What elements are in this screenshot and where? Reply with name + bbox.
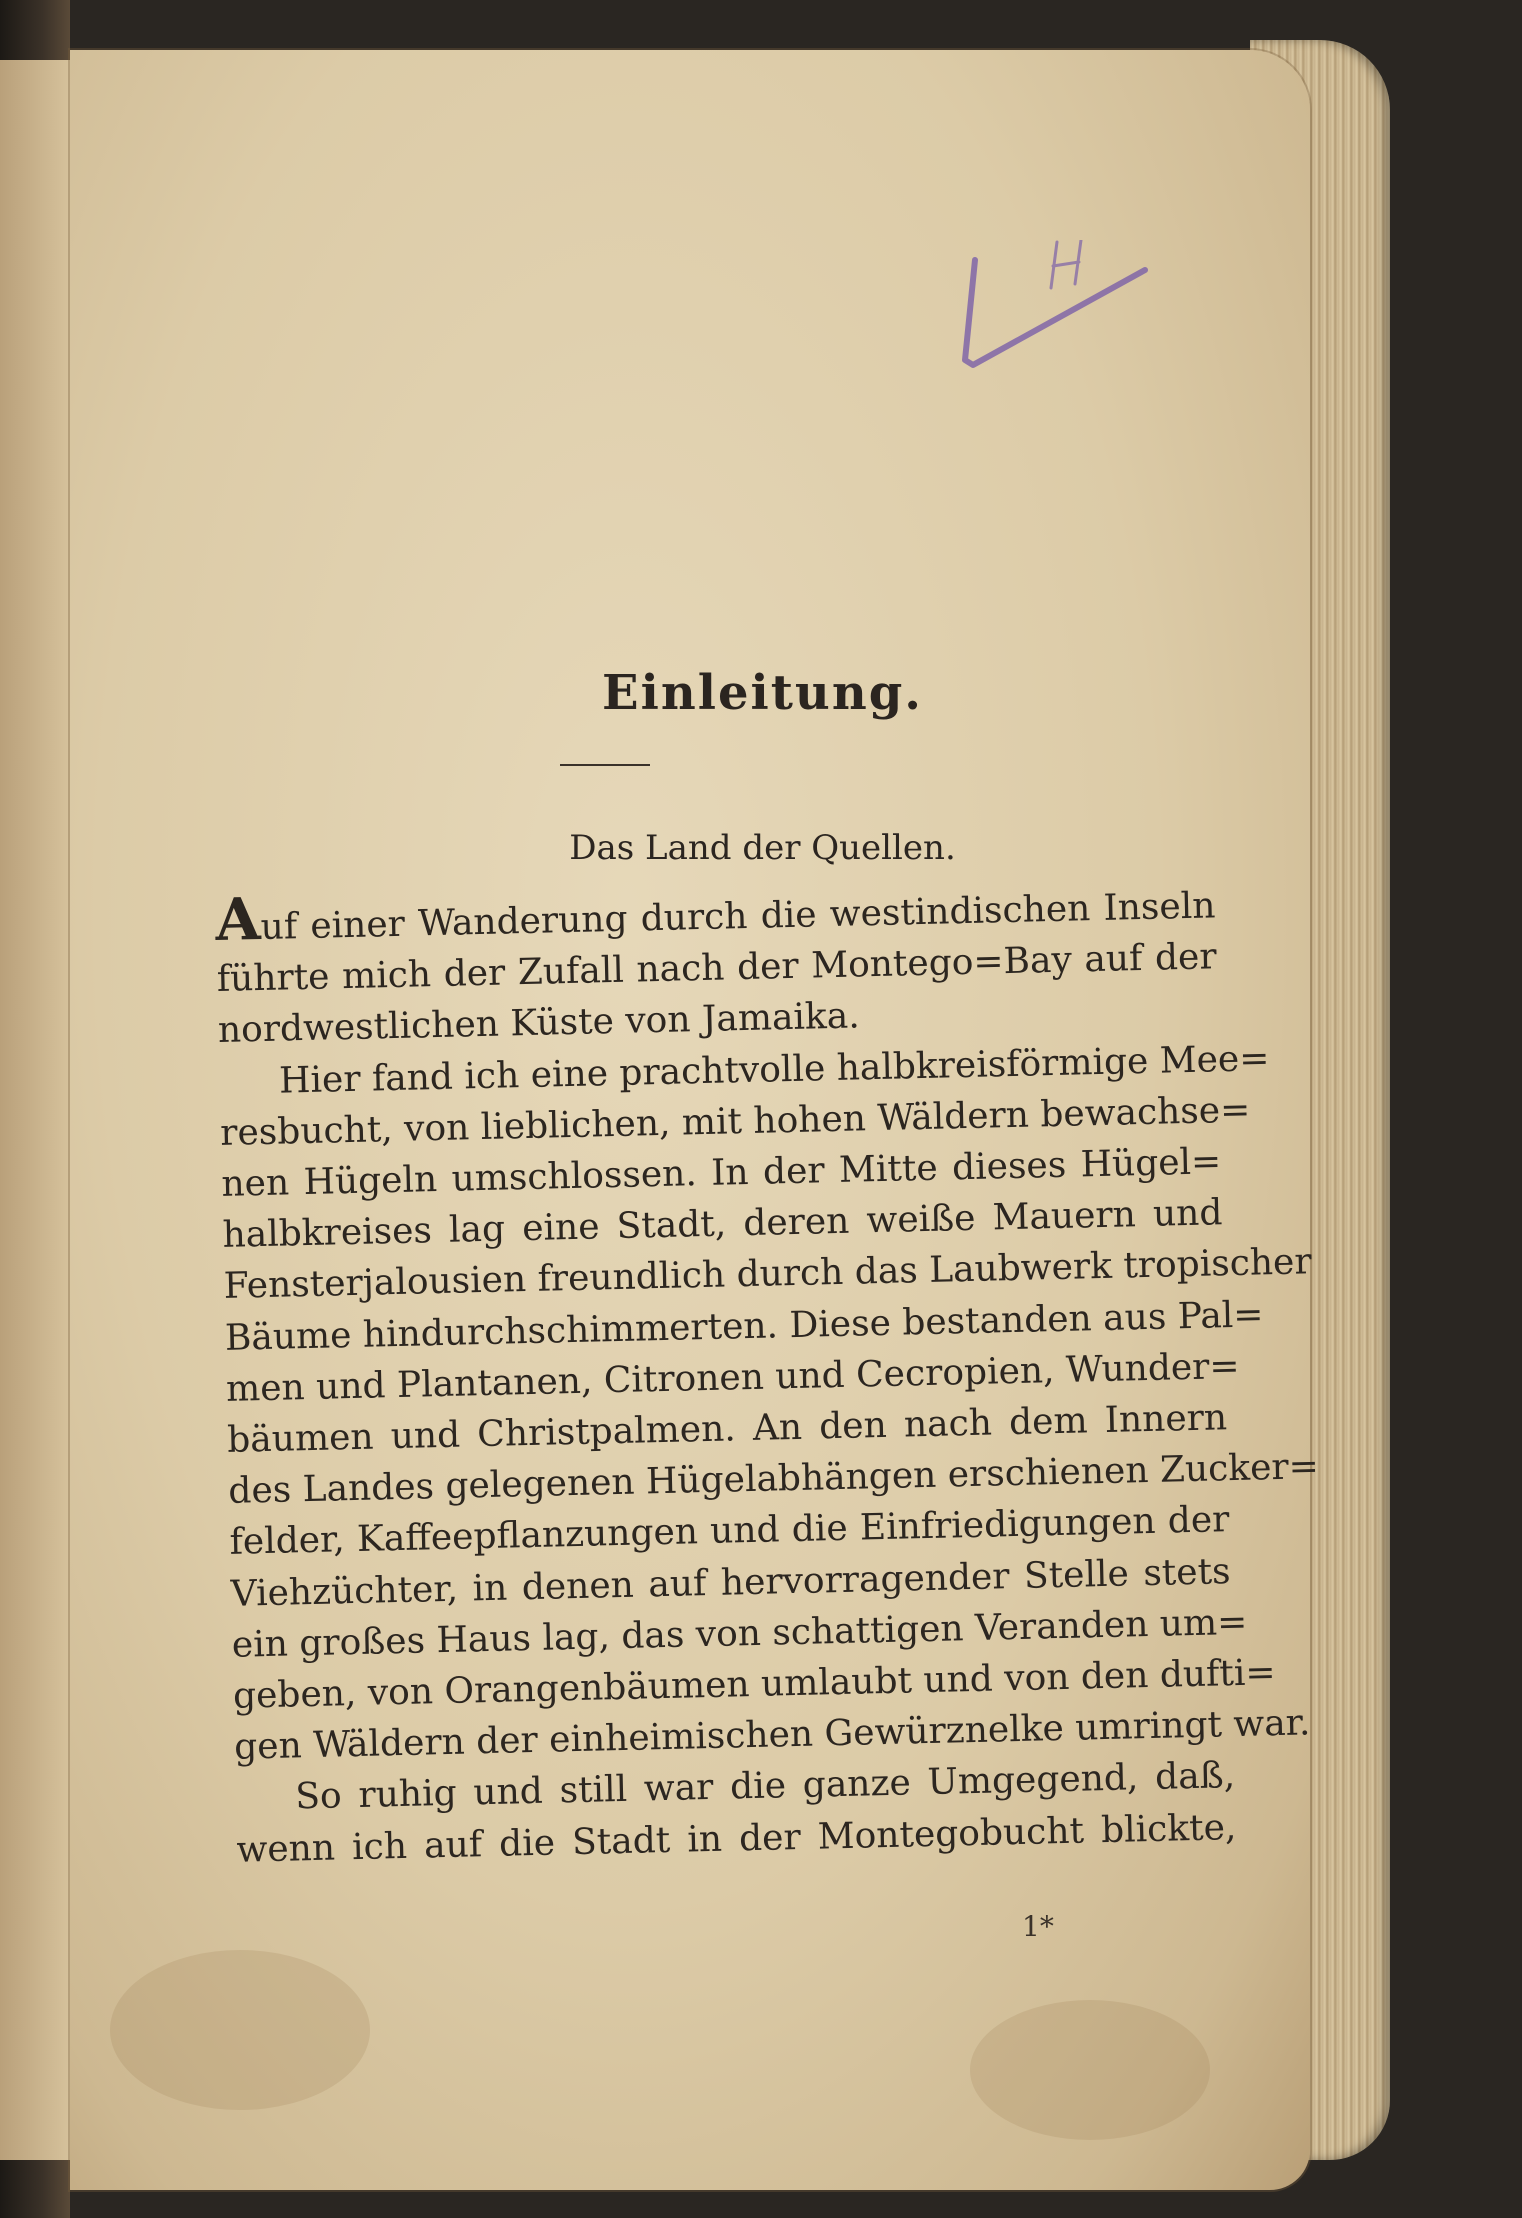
chapter-subheading: Das Land der Quellen. (569, 828, 956, 868)
text-line: gen Wäldern der einheimischen Gewürznelke umringt war. (233, 1702, 1311, 1769)
text-line: wenn ich auf die Stadt in der Montegobucht blickte, (236, 1806, 1237, 1871)
text-line: felder, Kaffeepflanzungen und die Einfriedigungen der (229, 1499, 1230, 1564)
previous-page-edge (0, 60, 72, 2160)
text-line: men und Plantanen, Citronen und Cecropien, Wunder= (225, 1345, 1240, 1410)
paper-stain (110, 1950, 370, 2110)
text-line: Fensterjalousien freundlich durch das Laubwerk tropischer (223, 1241, 1313, 1308)
text-line: bäumen und Christpalmen. An den nach dem Innern (226, 1397, 1228, 1461)
chapter-heading: Einleitung. (602, 665, 923, 721)
text-line: resbucht, von lieblichen, mit hohen Wäldern bewachse= (219, 1089, 1251, 1154)
text-line: Bäume hindurchschimmerten. Diese bestanden aus Pal= (224, 1293, 1264, 1359)
body-text (214, 877, 1320, 1875)
text-line: nordwestlichen Küste von Jamaika. (217, 995, 861, 1052)
book-page (70, 50, 1320, 2190)
text-line: Auf einer Wanderung durch die westindischen Inseln (214, 884, 1216, 954)
text-line: geben, von Orangenbäumen umlaubt und von den dufti= (232, 1652, 1276, 1717)
text-line: führte mich der Zufall nach der Montego=Bay auf der (216, 936, 1218, 1001)
heading-divider (560, 764, 650, 766)
text-line: halbkreises lag eine Stadt, deren weiße Mauern und (222, 1192, 1223, 1257)
text-line: des Landes gelegenen Hügelabhängen erschienen Zucker= (227, 1446, 1320, 1513)
drop-cap: A (214, 884, 262, 954)
text-line: So ruhig und still war die ganze Umgegend, daß, (294, 1755, 1236, 1818)
text-line: Viehzüchter, in denen auf hervorragender Stelle stets (230, 1550, 1231, 1615)
page-number: 1* (1022, 1910, 1054, 1943)
check-mark-stamp-icon (955, 240, 1175, 410)
text-line: Hier fand ich eine prachtvolle halbkreisförmige Mee= (278, 1037, 1270, 1102)
paper-stain (970, 2000, 1210, 2140)
text-line: nen Hügeln umschlossen. In der Mitte dieses Hügel= (220, 1141, 1222, 1205)
text-line: ein großes Haus lag, das von schattigen Veranden um= (231, 1601, 1248, 1666)
